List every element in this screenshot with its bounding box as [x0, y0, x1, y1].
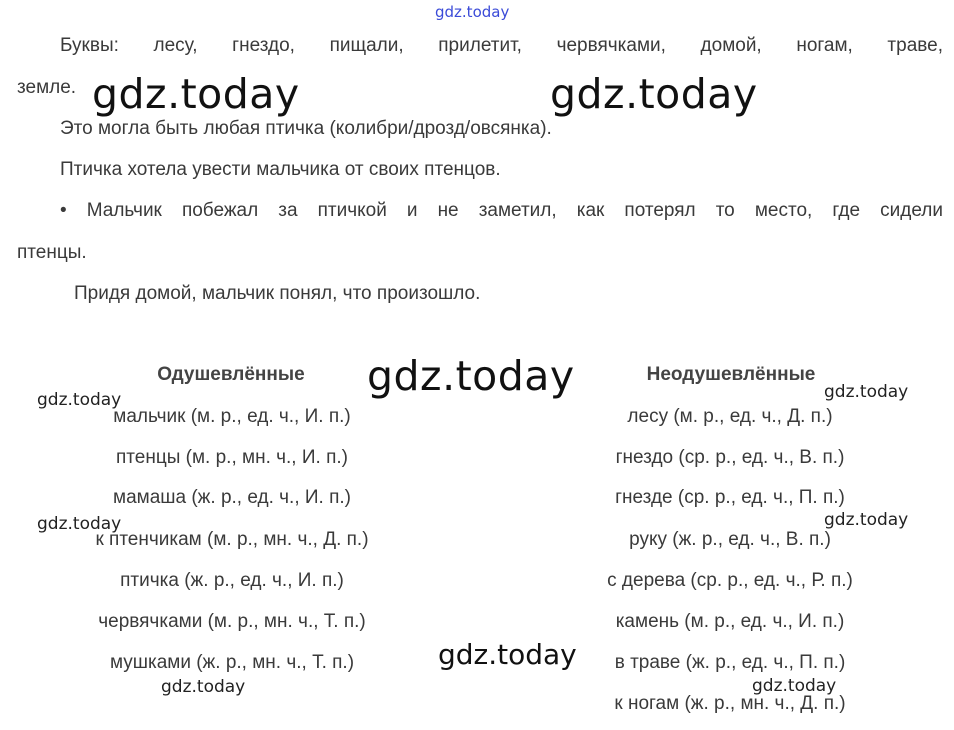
bird-wanted-sentence: Птичка хотела увести мальчика от своих птенцов. — [60, 159, 501, 180]
watermark-medium: gdz.today — [438, 638, 577, 671]
watermark-large: gdz.today — [367, 352, 575, 400]
inanimate-row: с дерева (ср. р., ед. ч., Р. п.) — [607, 570, 853, 591]
animate-row: к птенчикам (м. р., мн. ч., Д. п.) — [95, 529, 369, 550]
inanimate-row: гнездо (ср. р., ед. ч., В. п.) — [615, 447, 845, 468]
animate-row: червячками (м. р., мн. ч., Т. п.) — [98, 611, 366, 632]
watermark-small: gdz.today — [161, 677, 246, 697]
watermark-small: gdz.today — [37, 390, 122, 410]
watermark-large: gdz.today — [92, 70, 300, 118]
inanimate-row: камень (м. р., ед. ч., И. п.) — [615, 611, 845, 632]
boy-ran-line-1: • Мальчик побежал за птичкой и не заметил, как потерял то место, где сидели — [60, 200, 943, 221]
animate-row: мушками (ж. р., мн. ч., Т. п.) — [109, 652, 355, 673]
header-animate: Одушевлённые — [157, 364, 305, 385]
watermark-small: gdz.today — [824, 382, 909, 402]
bird-any-sentence: Это могла быть любая птичка (колибри/дрозд/овсянка). — [60, 118, 552, 139]
inanimate-row: в траве (ж. р., ед. ч., П. п.) — [614, 652, 846, 673]
watermark-small: gdz.today — [752, 676, 837, 696]
boy-ran-line-2: птенцы. — [17, 242, 87, 263]
watermark-small: gdz.today — [37, 514, 122, 534]
came-home-sentence: Придя домой, мальчик понял, что произошло. — [74, 283, 481, 304]
animate-row: мамаша (ж. р., ед. ч., И. п.) — [113, 487, 351, 508]
watermark-large: gdz.today — [550, 70, 758, 118]
inanimate-row: гнезде (ср. р., ед. ч., П. п.) — [615, 487, 845, 508]
animate-row: птенцы (м. р., мн. ч., И. п.) — [116, 447, 348, 468]
letters-line-2: земле. — [17, 77, 77, 98]
inanimate-row: лесу (м. р., ед. ч., Д. п.) — [627, 406, 833, 427]
letters-line-1: Буквы: лесу, гнездо, пищали, прилетит, червячками, домой, ногам, траве, — [60, 35, 943, 56]
inanimate-row: к ногам (ж. р., мн. ч., Д. п.) — [614, 693, 846, 714]
animate-row: мальчик (м. р., ед. ч., И. п.) — [113, 406, 351, 427]
animate-row: птичка (ж. р., ед. ч., И. п.) — [120, 570, 344, 591]
watermark-small: gdz.today — [824, 510, 909, 530]
inanimate-row: руку (ж. р., ед. ч., В. п.) — [629, 529, 831, 550]
watermark-top: gdz.today — [435, 3, 510, 21]
header-inanimate: Неодушевлённые — [646, 364, 816, 385]
